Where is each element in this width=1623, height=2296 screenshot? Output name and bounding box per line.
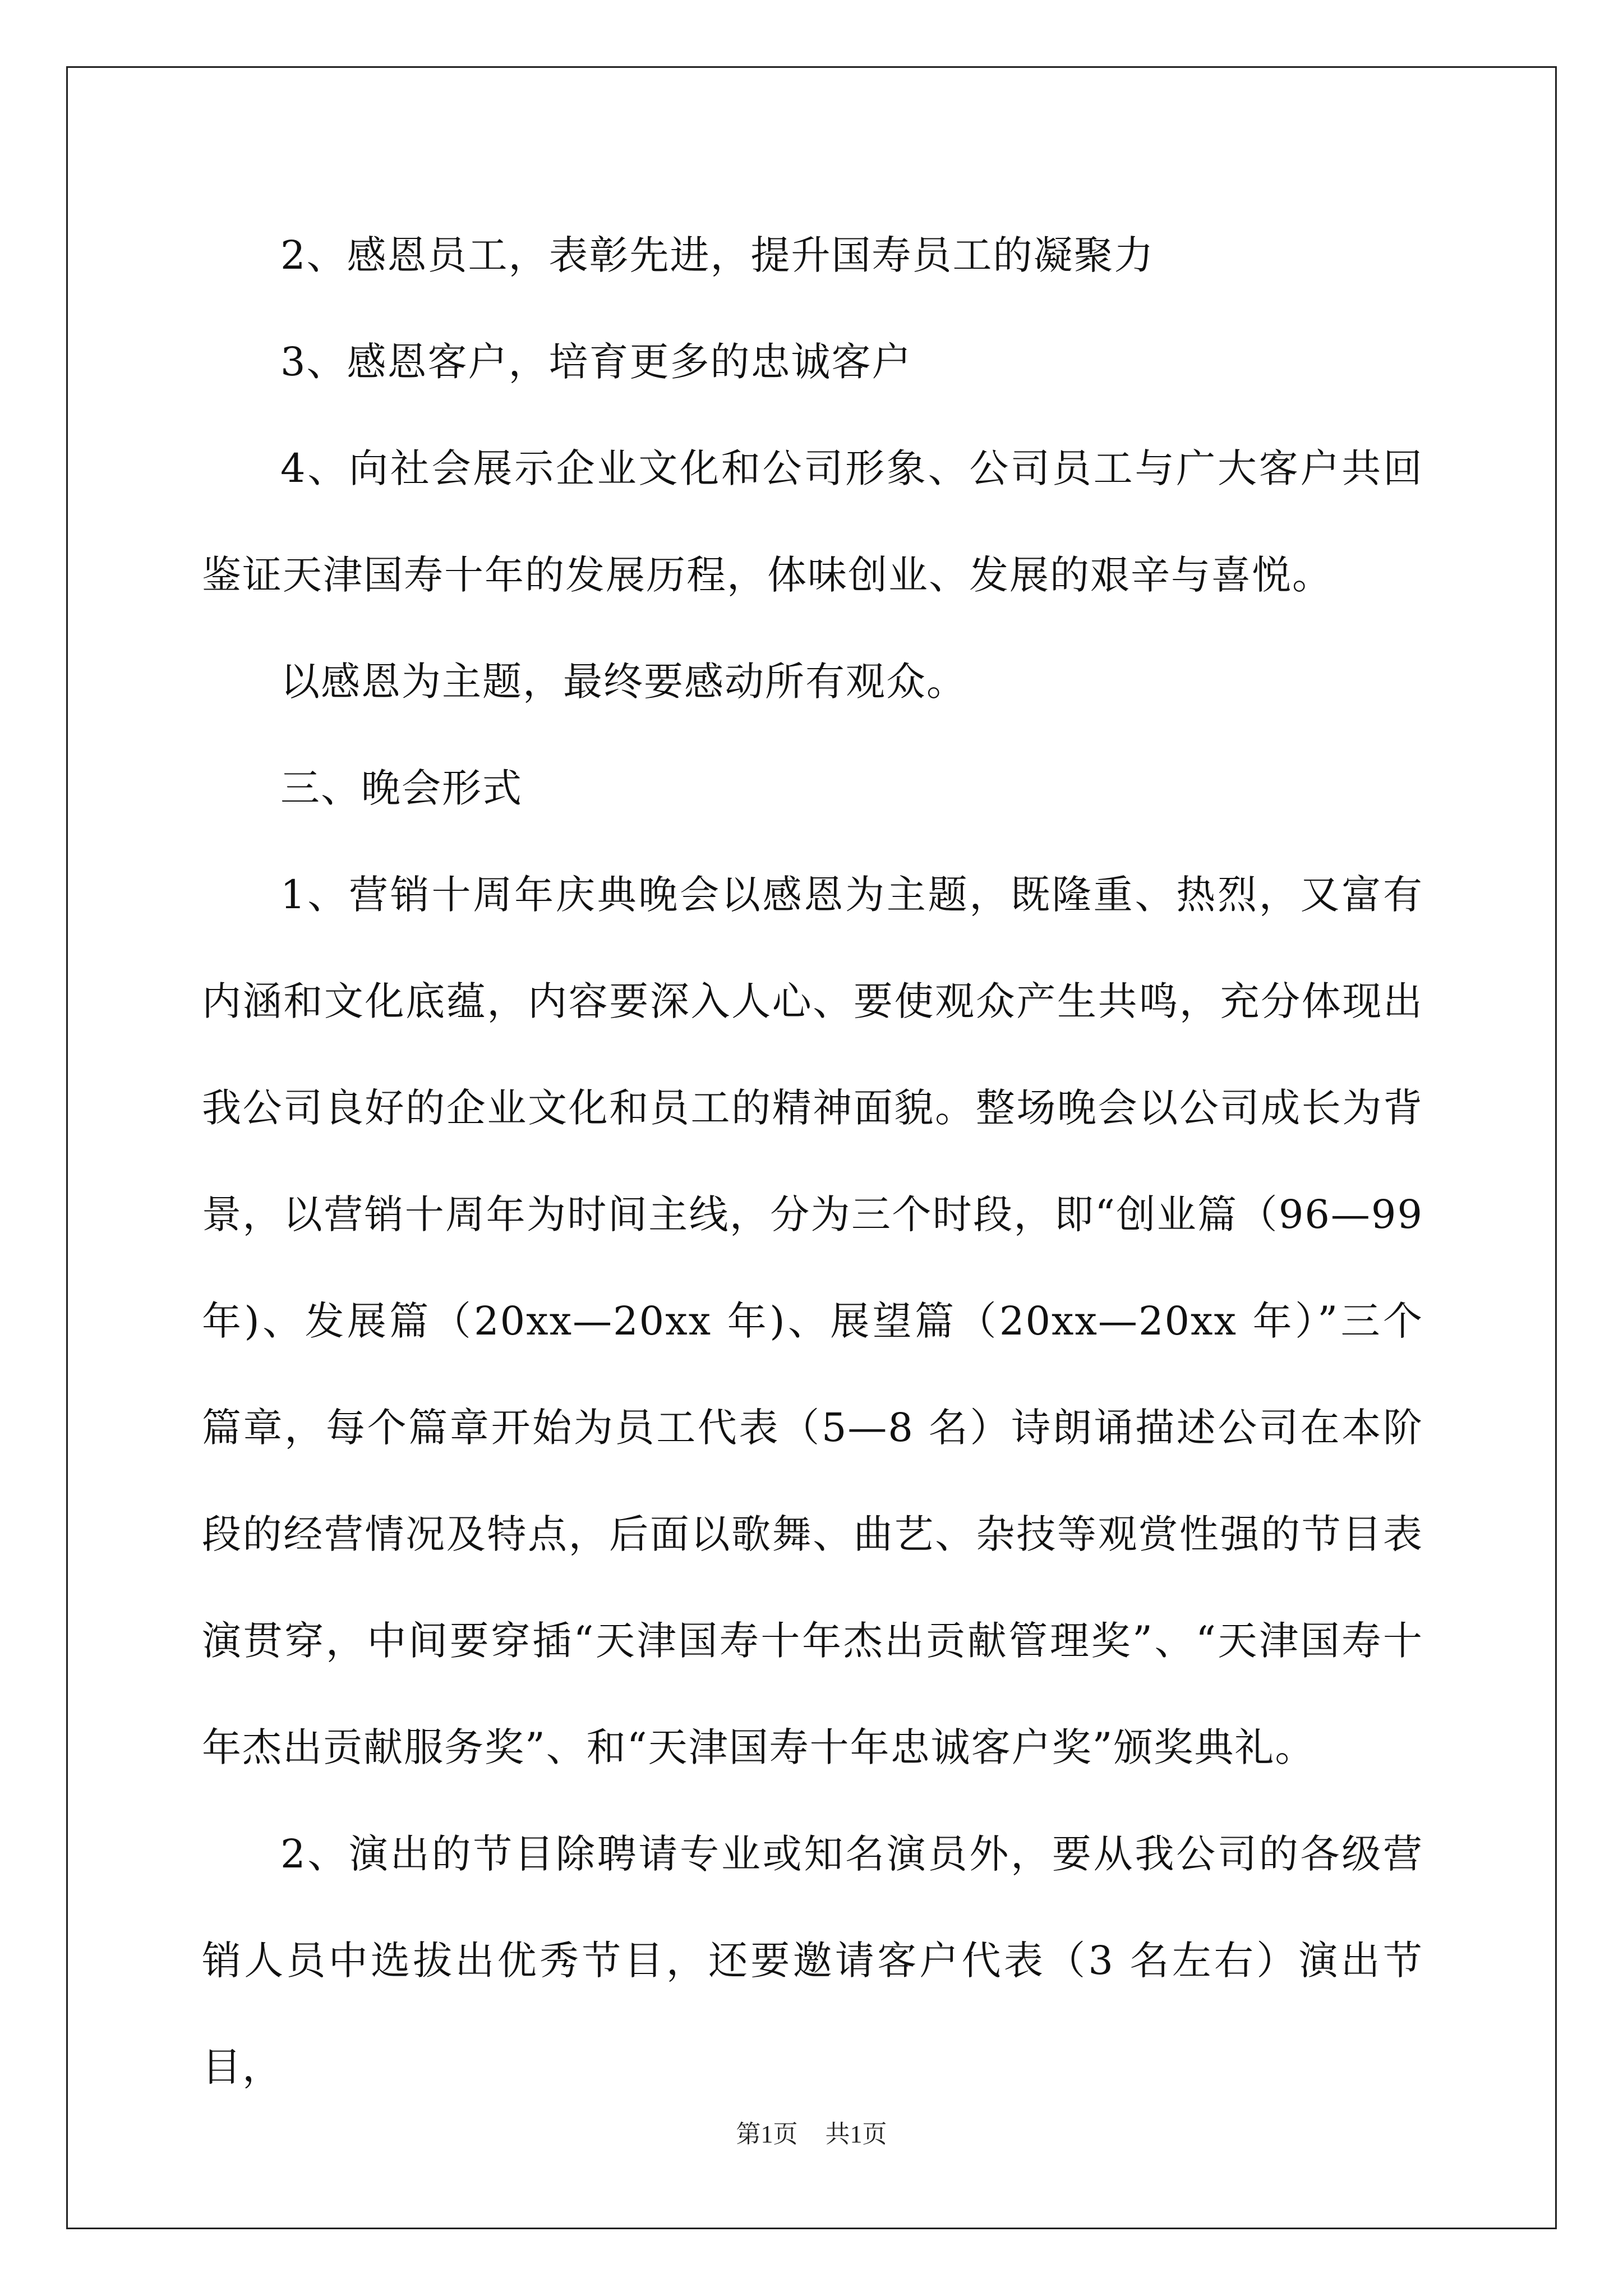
paragraph-item-3: 3、感恩客户，培育更多的忠诚客户 <box>280 339 912 385</box>
paragraph-form-2: 2、演出的节目除聘请专业或知名演员外，要从我公司的各级营销人员中选拔出优秀节目，还要邀请客户代表（3 名左右）演出节目， <box>202 1831 1423 2090</box>
paragraph-item-2: 2、感恩员工，表彰先进，提升国寿员工的凝聚力 <box>280 232 1155 278</box>
page-total: 共1页 <box>825 2120 887 2148</box>
paragraph-theme: 以感恩为主题，最终要感动所有观众。 <box>280 659 967 705</box>
section-heading: 三、晚会形式 <box>280 765 523 811</box>
paragraph-item-4: 4、向社会展示企业文化和公司形象、公司员工与广大客户共回鉴证天津国寿十年的发展历程，体味创业、发展的艰辛与喜悦。 <box>202 445 1423 598</box>
document-body <box>202 202 1423 2120</box>
paragraph-form-1: 1、营销十周年庆典晚会以感恩为主题，既隆重、热烈，又富有内涵和文化底蕴，内容要深入人心、要使观众产生共鸣，充分体现出我公司良好的企业文化和员工的精神面貌。整场晚会以公司成长为背景，以营销十周年为时间主线，分为三个时段，即“创业篇（96—99 年)、发展篇（20xx—20xx 年)、展望篇（20xx—20xx 年）”三个篇章，每个篇章开始为员工代表（5—8 名）诗朗诵描述公司在本阶段的经营情况及特点，后面以歌舞、曲艺、杂技等观赏性强的节目表演贯穿，中间要穿插“天津国寿十年杰出贡献管理奖”、“天津国寿十年杰出贡献服务奖”、和“天津国寿十年忠诚客户奖”颁奖典礼。 <box>202 872 1423 1770</box>
page-number: 第1页 <box>736 2120 798 2148</box>
page-footer <box>0 2114 1623 2150</box>
